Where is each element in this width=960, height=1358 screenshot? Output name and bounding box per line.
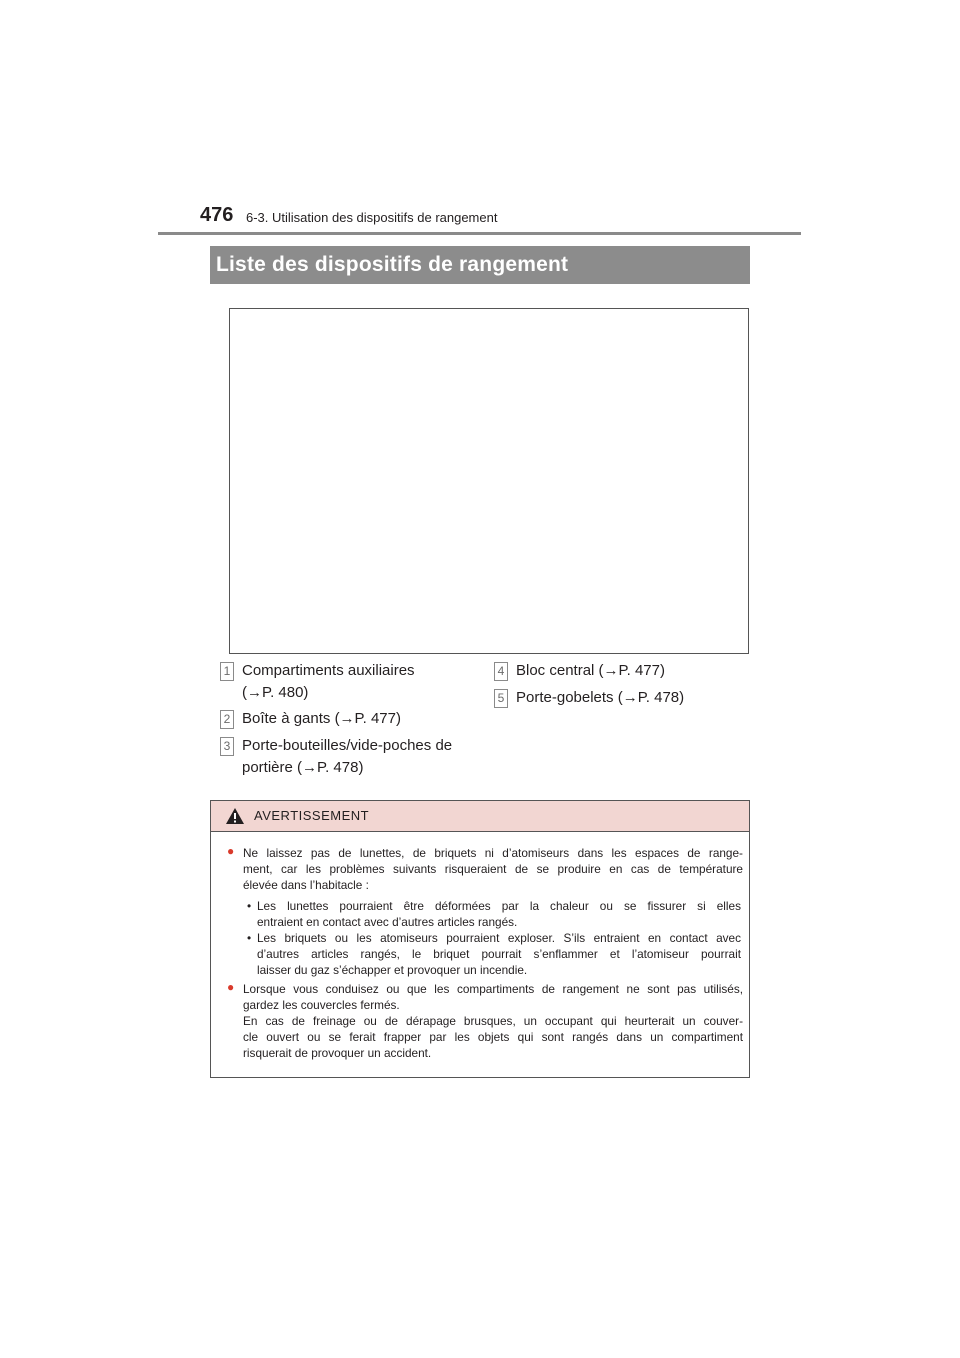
warning-subitem-1: Les lunettes pourraient être déformées par la chaleur ou se fissurer si elles entraient en contact avec d’autres articles rangés.	[257, 899, 741, 929]
item-label: Porte-bouteilles/vide-poches de portière (→P. 478)	[242, 737, 453, 776]
list-item-2	[220, 708, 480, 732]
list-item-4	[494, 660, 744, 684]
bullet-dot: ●	[227, 844, 235, 858]
item-number-badge: 3	[220, 737, 234, 756]
bullet-dot: ●	[227, 980, 235, 994]
item-number-badge: 1	[220, 662, 234, 681]
item-number-badge: 2	[220, 710, 234, 729]
list-item-1	[220, 660, 480, 706]
section-banner: Liste des dispositifs de rangement	[210, 246, 750, 284]
warning-title: AVERTISSEMENT	[254, 808, 370, 823]
warning-subitem-2: Les briquets ou les atomiseurs pourraient exploser. S’ils entraient en contact avec d’autres articles rangés, le briquet pourrait s’enflammer et l’atomiseur pourrait laisser du gaz s’échapper et provoquer un incendie.	[257, 931, 741, 977]
figure-frame	[229, 308, 749, 654]
item-number-badge: 4	[494, 662, 508, 681]
warning-header	[211, 801, 749, 832]
section-title: 6-3. Utilisation des dispositifs de rangement	[246, 210, 498, 225]
list-item-3	[220, 735, 480, 781]
item-label: Porte-gobelets (→P. 478)	[516, 689, 685, 706]
item-label: Boîte à gants (→P. 477)	[242, 710, 401, 727]
list-item-5	[494, 687, 744, 711]
sub-bullet: •	[247, 899, 252, 913]
item-number-badge: 5	[494, 689, 508, 708]
warning-paragraph-2: Lorsque vous conduisez ou que les compartiments de rangement ne sont pas utilisés, gardez les couvercles fermés. En cas de freinage ou de dérapage brusques, un occupant qui heurterait un couver- cle ouvert ou se ferait frapper par les objets qui sont rangés dans un compartiment risquerait de provoquer un accident.	[243, 982, 743, 1060]
warning-paragraph-1: Ne laissez pas de lunettes, de briquets ni d’atomiseurs dans les espaces de range- ment, car les problèmes suivants risqueraient de se produire en cas de température élevée dans l’habitacle :	[243, 846, 743, 892]
warning-box	[210, 800, 750, 1078]
item-label: Bloc central (→P. 477)	[516, 662, 665, 679]
header-rule	[158, 232, 801, 235]
warning-triangle-icon	[225, 807, 245, 825]
item-label: Compartiments auxiliaires (→P. 480)	[242, 662, 415, 701]
page-number: 476	[200, 204, 234, 226]
sub-bullet: •	[247, 931, 252, 945]
